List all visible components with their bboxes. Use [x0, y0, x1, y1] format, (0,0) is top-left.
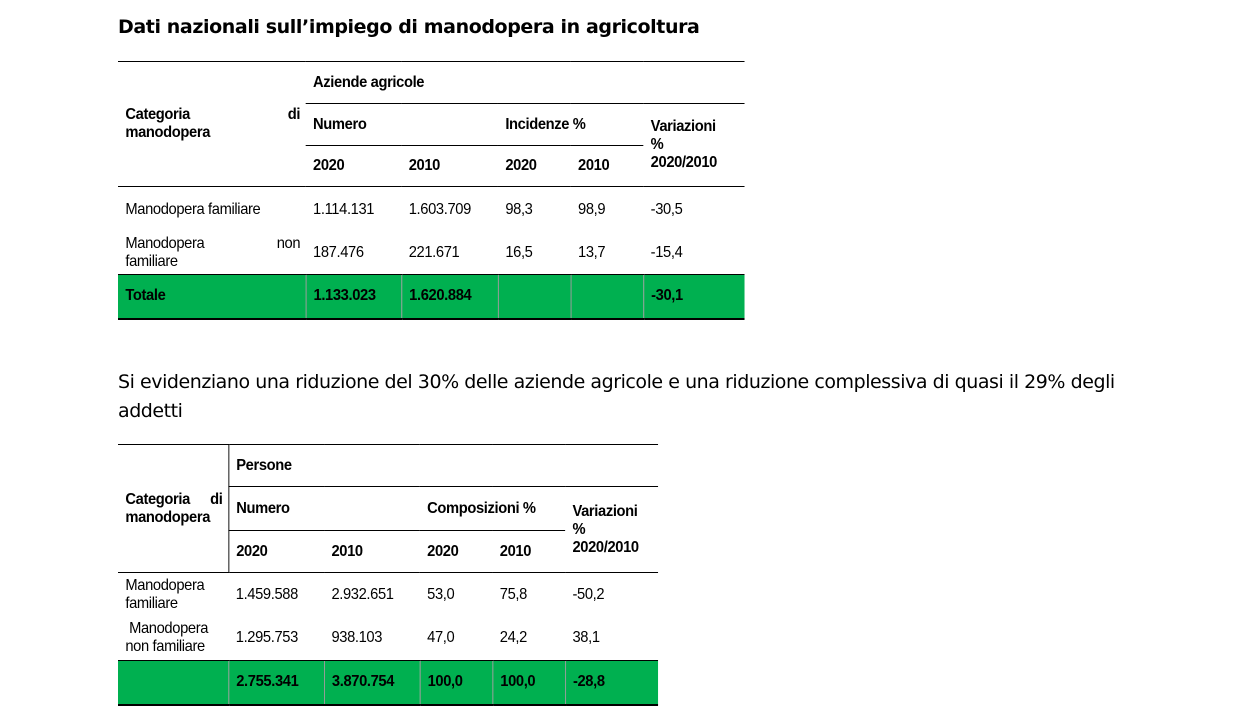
cell: 100,0: [492, 661, 565, 705]
cell: 53,0: [427, 585, 455, 603]
cell: 1.603.709: [408, 200, 471, 218]
cell: 187.476: [313, 244, 364, 262]
group-header: Persone: [228, 445, 658, 487]
cell: 47,0: [427, 629, 455, 647]
row-label: Manodopera familiare: [125, 200, 261, 218]
year-header: 2010: [401, 146, 498, 187]
year-header: 2010: [492, 531, 565, 573]
cell: 2.932.651: [331, 585, 394, 603]
summary-paragraph: Si evidenziano una riduzione del 30% delle aziende agricole e una riduzione complessiva di quasi il 29% degli addetti: [118, 371, 1115, 422]
cell: 98,3: [505, 200, 533, 218]
persone-table: [118, 444, 658, 706]
row-label: Manodopera non familiare: [125, 235, 301, 271]
total-row: [118, 275, 745, 319]
total-row: [118, 661, 658, 705]
year-header: 2020: [420, 531, 493, 573]
cell: [571, 275, 644, 319]
cell: -30,5: [650, 200, 683, 218]
cell: 100,0: [420, 661, 493, 705]
cell: [498, 275, 571, 319]
table-row: [118, 233, 745, 275]
cell: -28,8: [565, 661, 658, 705]
table-row: [118, 187, 745, 233]
cell: 24,2: [499, 629, 527, 647]
cell: -30,1: [643, 275, 744, 319]
cell: 1.114.131: [313, 200, 375, 218]
table-row: [118, 617, 658, 661]
cell: 75,8: [499, 585, 527, 603]
cell: 3.870.754: [324, 661, 420, 705]
year-header: 2020: [498, 146, 571, 187]
table-row: [118, 573, 658, 617]
row-label: Manodopera familiare: [125, 576, 205, 612]
cell: 1.295.753: [235, 629, 298, 647]
cell: 938.103: [331, 629, 383, 647]
cell: 221.671: [408, 244, 460, 262]
total-label: [118, 661, 228, 705]
year-header: 2010: [324, 531, 420, 573]
cell: 98,9: [578, 200, 606, 218]
numero-header: Numero: [306, 104, 498, 146]
cell: 2.755.341: [228, 661, 324, 705]
row-label: Manodopera non familiare: [125, 620, 209, 656]
cell: 16,5: [505, 244, 533, 262]
cell: 1.459.588: [235, 585, 298, 603]
cell: 13,7: [578, 244, 606, 262]
incidenze-header: Incidenze %: [498, 104, 643, 146]
numero-header: Numero: [228, 487, 419, 531]
composizioni-header: Composizioni %: [420, 487, 565, 531]
category-header: Categoria di manodopera: [118, 445, 228, 573]
variazioni-header: Variazioni % 2020/2010: [643, 104, 744, 187]
total-label: Totale: [118, 275, 306, 319]
cell: -50,2: [572, 585, 605, 603]
cell: 1.620.884: [401, 275, 498, 319]
year-header: 2010: [571, 146, 644, 187]
variazioni-header: Variazioni % 2020/2010: [565, 487, 658, 573]
year-header: 2020: [306, 146, 402, 187]
aziende-table: [118, 61, 745, 320]
page-title: Dati nazionali sull’impiego di manodopera in agricoltura: [118, 16, 700, 38]
cell: 38,1: [572, 629, 600, 647]
cell: 1.133.023: [306, 275, 402, 319]
category-header: Categoria di manodopera: [118, 62, 306, 187]
group-header: Aziende agricole: [306, 62, 745, 104]
cell: -15,4: [650, 244, 683, 262]
year-header: 2020: [228, 531, 324, 573]
